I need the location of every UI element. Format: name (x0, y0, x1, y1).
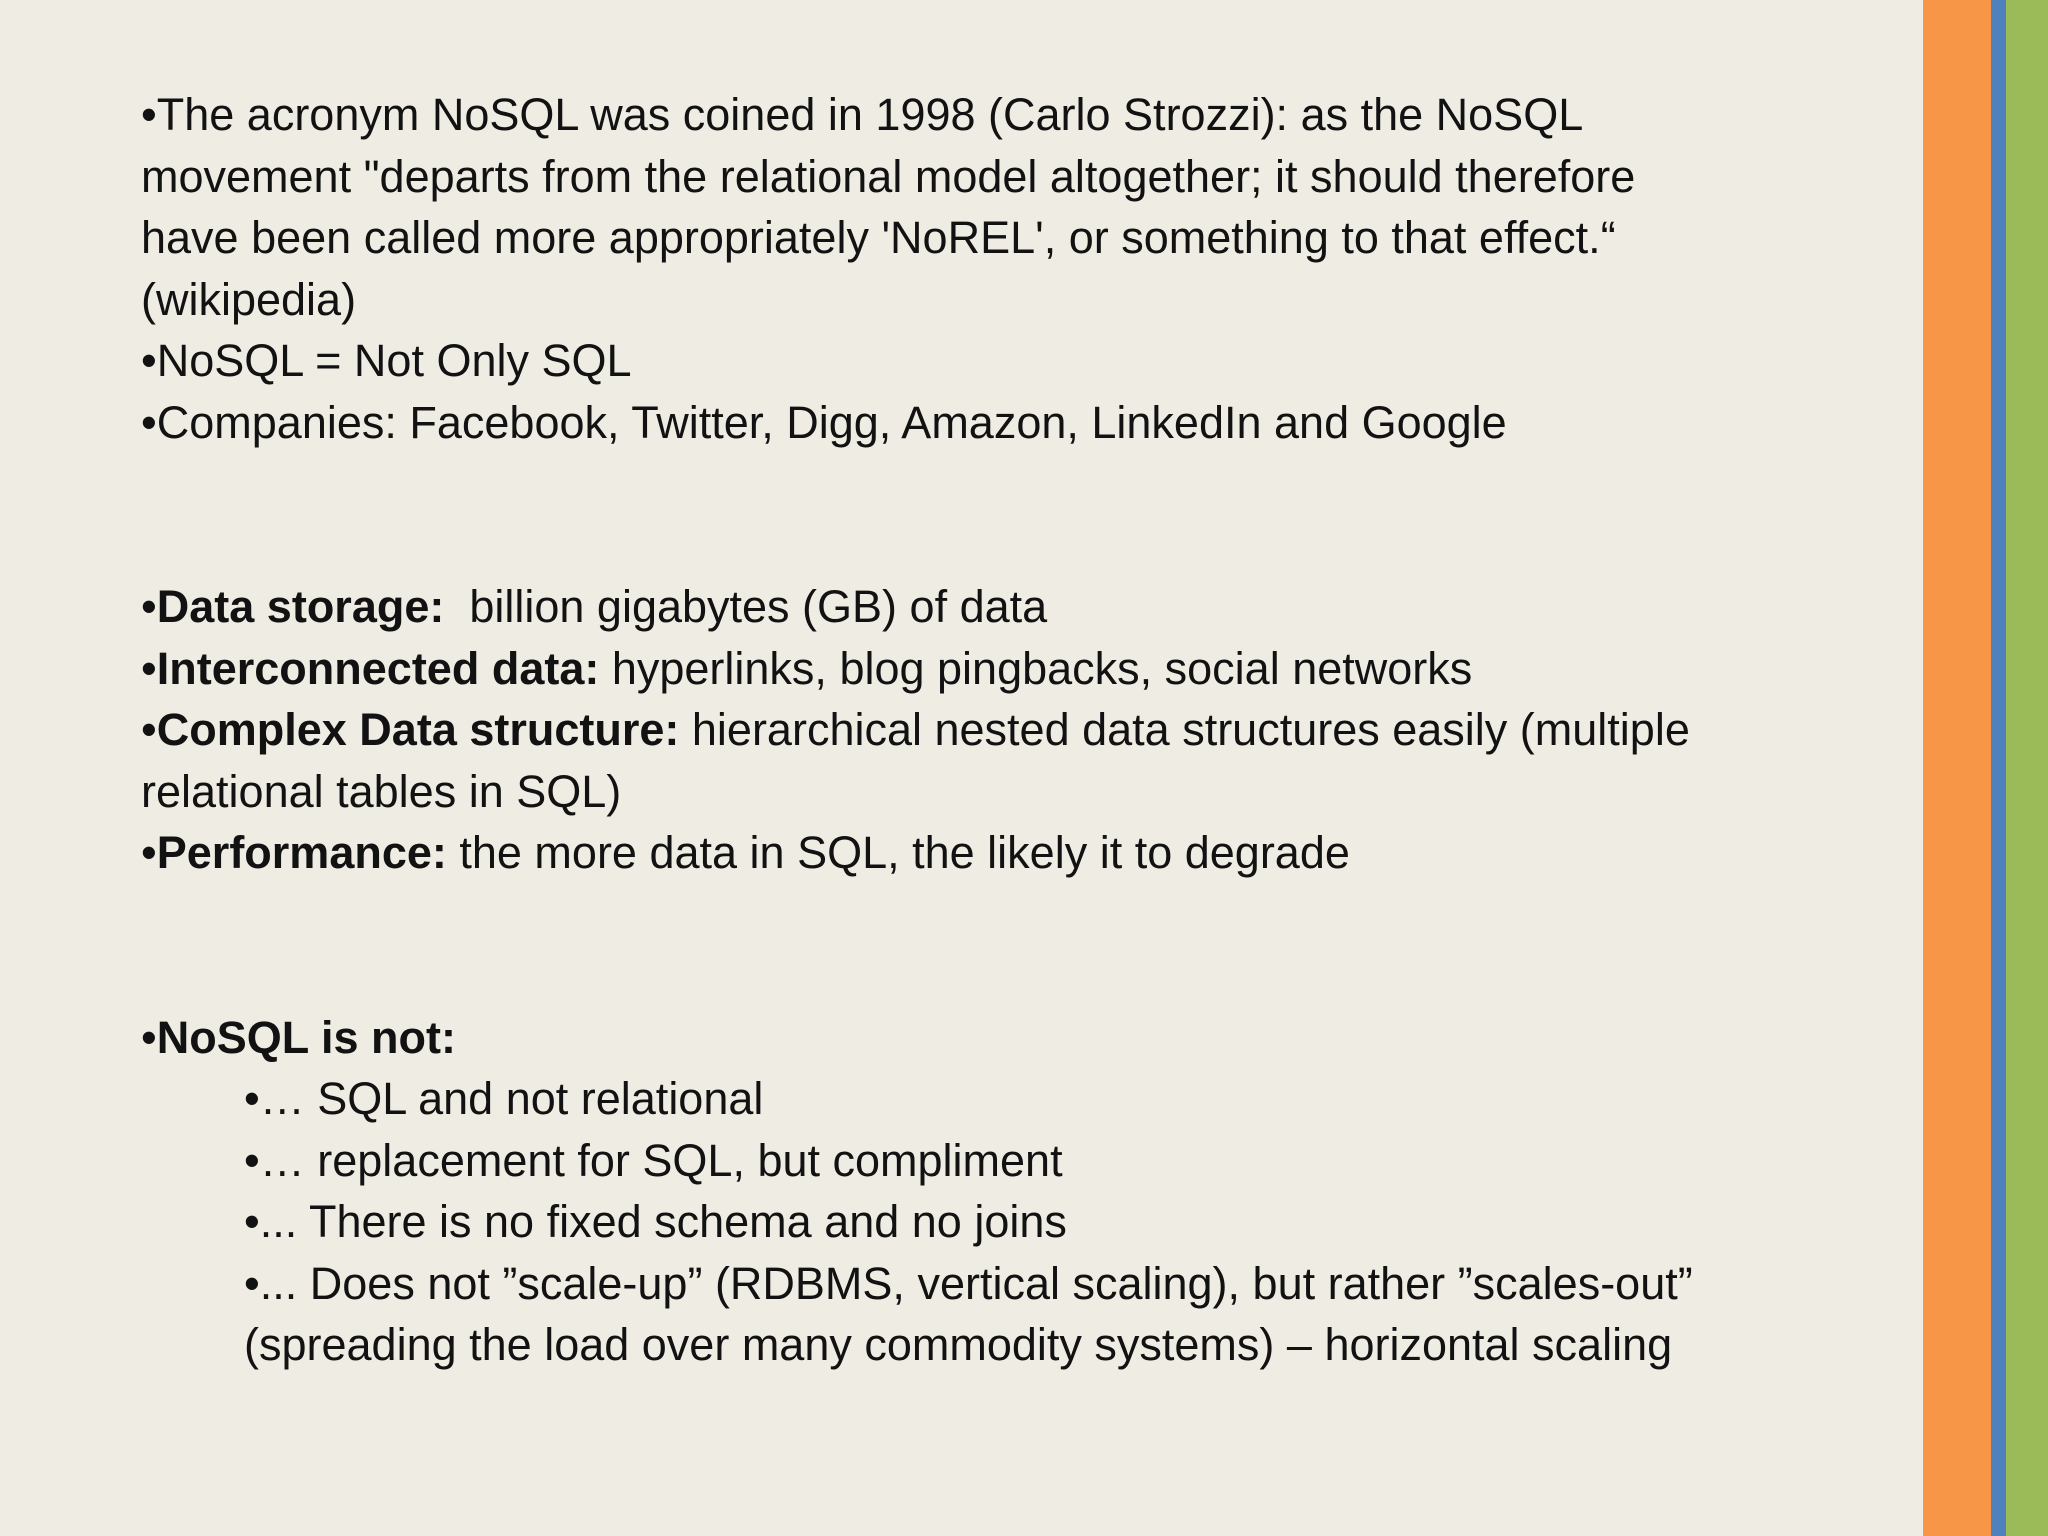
bullet-text: billion gigabytes (GB) of data (444, 581, 1048, 632)
bullet-nosql-definition: •NoSQL = Not Only SQL (141, 335, 632, 386)
bullet-data-storage (141, 576, 1701, 638)
bullet-mark: • (141, 827, 157, 878)
bullet-interconnected-data (141, 638, 1701, 700)
decorative-stripe-green (2006, 0, 2048, 1536)
bullet-text: hyperlinks, blog pingbacks, social networks (599, 642, 1473, 694)
spacer (141, 884, 1701, 1007)
bullet-mark: • (141, 1011, 157, 1063)
bullet-nosql-origin: •The acronym NoSQL was coined in 1998 (Carlo Strozzi): as the NoSQL movement "departs from the relational model altogether; it should therefore have been called more appropriately 'NoREL', or something to that effect.“ (wikipedia) (141, 89, 1636, 325)
bullet-label: NoSQL is not: (156, 1011, 456, 1063)
sub-bullet-no-schema: •... There is no fixed schema and no joins (244, 1196, 1067, 1247)
sub-bullet-not-relational: •… SQL and not relational (244, 1073, 764, 1124)
bullet-complex-data-structure (141, 699, 1701, 822)
decorative-stripe-orange (1923, 0, 1991, 1536)
bullet-mark: • (141, 581, 157, 632)
bullet-label: Performance: (156, 827, 447, 878)
bullet-label: Interconnected data: (156, 642, 600, 694)
bullet-text: the more data in SQL, the likely it to degrade (446, 827, 1350, 878)
decorative-stripe-blue (1991, 0, 2006, 1536)
slide-body (141, 84, 1701, 1376)
bullet-label: Complex Data structure: (156, 704, 680, 755)
bullet-mark: • (141, 642, 157, 694)
bullet-mark: • (141, 704, 157, 755)
bullet-text: hierarchical nested data structures easily (multiple relational tables in SQL) (141, 704, 1690, 817)
sub-bullet-scales-out: •... Does not ”scale-up” (RDBMS, vertical scaling), but rather ”scales-out” (spreading the load over many commodity systems) – horizontal scaling (244, 1257, 1693, 1370)
bullet-companies: •Companies: Facebook, Twitter, Digg, Amazon, LinkedIn and Google (141, 396, 1507, 448)
bullet-label: Data storage: (156, 581, 445, 632)
sub-bullet-not-replacement: •… replacement for SQL, but compliment (244, 1134, 1063, 1186)
bullet-performance (141, 822, 1701, 884)
bullet-nosql-is-not (141, 1007, 1701, 1069)
spacer (141, 453, 1701, 576)
